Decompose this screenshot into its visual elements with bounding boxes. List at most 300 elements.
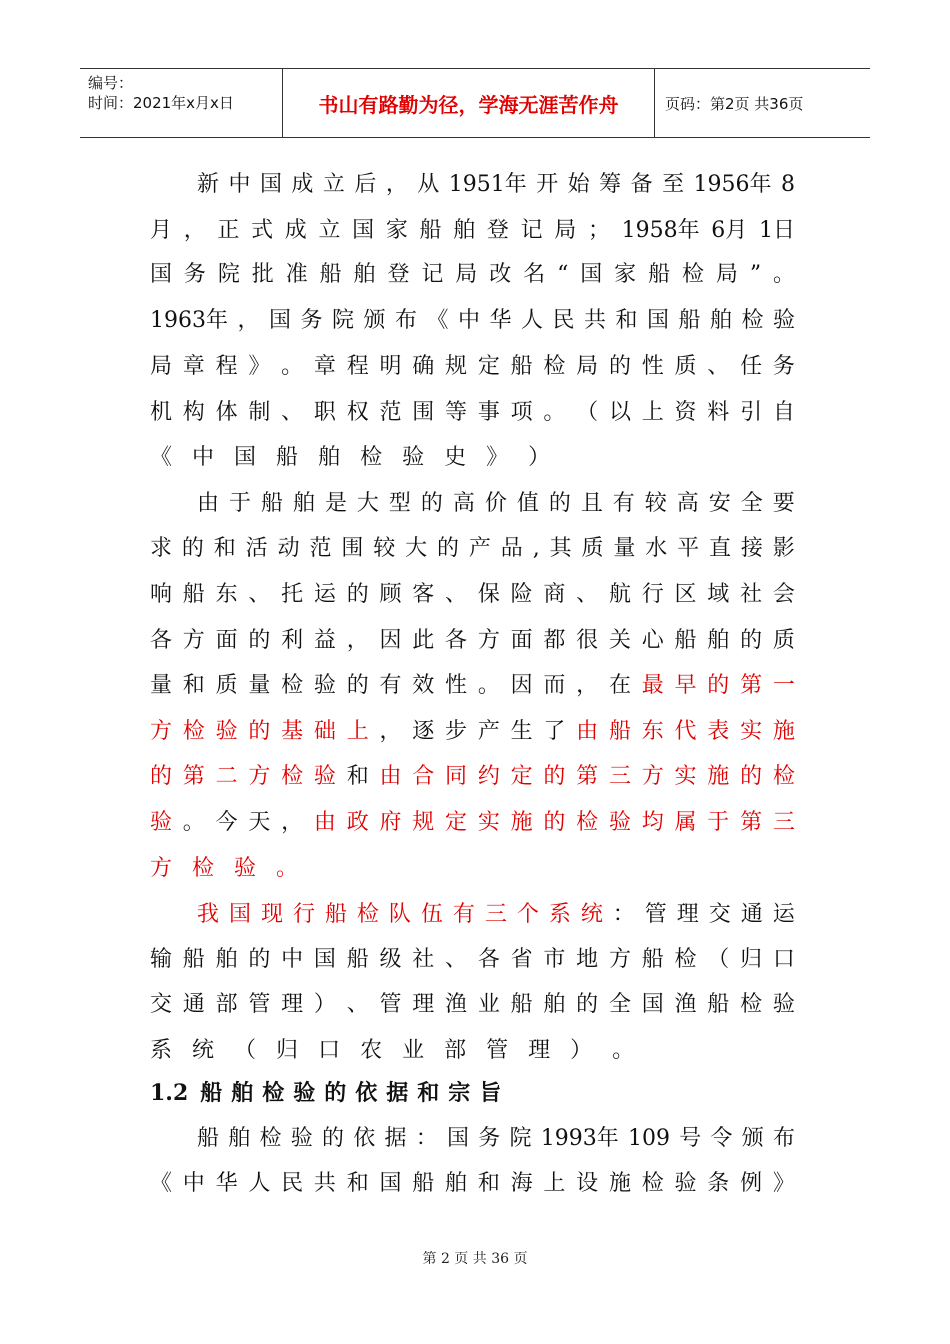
text-token: 合: [412, 764, 435, 789]
text-token: 理: [676, 902, 699, 927]
text-token: 明: [379, 354, 402, 379]
text-token: 行: [641, 582, 664, 607]
text-token: 记: [421, 262, 444, 287]
text-token: 高: [452, 491, 475, 516]
text-token: 最: [641, 673, 664, 698]
text-token: 、: [248, 582, 271, 607]
text-token: ，: [183, 218, 206, 243]
text-token: 船: [648, 262, 671, 287]
text-token: 省: [510, 947, 533, 972]
text-token: 于: [228, 491, 251, 516]
text-token: 有: [379, 673, 402, 698]
text-token: 交: [150, 992, 173, 1017]
text-token: 局: [576, 354, 599, 379]
text-token: 由: [379, 764, 402, 789]
text-token: 共: [313, 1171, 336, 1196]
text-token: 逐: [412, 719, 435, 744]
text-line: [150, 214, 795, 248]
text-token: 施: [707, 764, 730, 789]
text-token: 的: [150, 764, 173, 789]
text-token: 验: [234, 856, 257, 881]
text-token: 以: [608, 400, 631, 425]
text-token: 的: [548, 491, 571, 516]
text-token: 都: [543, 628, 566, 653]
text-token: 验: [215, 719, 238, 744]
text-token: 均: [641, 810, 664, 835]
text-token: 国: [259, 172, 282, 197]
text-token: 验: [290, 1126, 313, 1151]
text-token: 准: [285, 262, 308, 287]
text-token: 、: [445, 947, 468, 972]
text-token: 代: [674, 719, 697, 744]
text-token: 运: [772, 902, 795, 927]
text-token: ）: [570, 1038, 593, 1063]
text-token: 管: [486, 1038, 509, 1063]
text-token: 改: [489, 262, 512, 287]
text-token: 险: [510, 582, 533, 607]
text-token: 号: [679, 1126, 702, 1151]
text-token: ：: [415, 1126, 438, 1151]
text-token: 约: [477, 764, 500, 789]
text-token: 务: [772, 354, 795, 379]
text-token: 船: [707, 992, 730, 1017]
text-token: 高: [676, 491, 699, 516]
header-meta-cell: [80, 69, 283, 137]
text-token: 规: [445, 354, 468, 379]
text-token: 舶: [353, 262, 376, 287]
text-token: 料: [707, 400, 730, 425]
text-token: 航: [608, 582, 631, 607]
text-token: 全: [740, 491, 763, 516]
text-token: 活: [245, 536, 268, 561]
text-token: 船: [510, 354, 533, 379]
text-token: 级: [379, 947, 402, 972]
text-token: 求: [150, 536, 173, 561]
text-token: 面: [215, 628, 238, 653]
text-token: 上: [543, 1171, 566, 1196]
text-token: 很: [576, 628, 599, 653]
text-token: 船: [182, 947, 205, 972]
text-token: 检: [356, 902, 379, 927]
text-token: 较: [644, 491, 667, 516]
text-token: 登: [387, 262, 410, 287]
text-token: 局: [554, 218, 577, 243]
text-token: 影: [772, 536, 795, 561]
text-token: ：: [612, 902, 635, 927]
text-token: 质: [674, 354, 697, 379]
text-token: 1日: [758, 218, 795, 243]
text-token: 我: [197, 902, 220, 927]
text-token: 船: [678, 308, 701, 333]
text-token: 性: [445, 673, 468, 698]
text-token: 今: [215, 810, 238, 835]
text-token: （: [234, 1038, 257, 1063]
text-token: 因: [379, 628, 402, 653]
text-token: 。: [543, 400, 566, 425]
text-token: 直: [709, 536, 732, 561]
text-token: 任: [740, 354, 763, 379]
text-token: 交: [708, 902, 731, 927]
text-token: 验: [313, 764, 336, 789]
text-token: 施: [510, 810, 533, 835]
text-token: 国: [228, 902, 251, 927]
text-token: 属: [674, 810, 697, 835]
text-token: 天: [248, 810, 271, 835]
text-token: 产: [468, 536, 491, 561]
text-token: 部: [215, 992, 238, 1017]
text-token: 船: [608, 719, 631, 744]
text-token: 、: [576, 582, 599, 607]
text-token: 理: [281, 992, 304, 1017]
text-token: 》: [248, 354, 271, 379]
text-token: 新: [197, 172, 220, 197]
text-token: 和: [346, 1171, 369, 1196]
text-token: 方: [608, 947, 631, 972]
text-token: 成: [284, 218, 307, 243]
text-token: 船: [276, 445, 299, 470]
text-token: 归: [276, 1038, 299, 1063]
text-token: 定: [445, 810, 468, 835]
text-token: 1993年: [540, 1126, 619, 1151]
text-token: 质: [581, 536, 604, 561]
text-token: 等: [445, 400, 468, 425]
text-token: 中: [457, 308, 480, 333]
text-token: 正: [217, 218, 240, 243]
text-token: ，: [385, 172, 408, 197]
text-token: 《: [426, 308, 449, 333]
text-token: 局: [715, 262, 738, 287]
text-token: 民: [552, 308, 575, 333]
text-token: 。: [276, 856, 299, 881]
text-token: ；: [587, 218, 610, 243]
text-token: 域: [707, 582, 730, 607]
text-line: [197, 898, 795, 932]
text-line: [150, 806, 795, 840]
text-token: 》: [772, 1171, 795, 1196]
text-token: 此: [412, 628, 435, 653]
text-token: 了: [543, 719, 566, 744]
text-token: 检: [281, 764, 304, 789]
date-label: 时间：2021年x月x日: [88, 94, 234, 112]
text-token: 检: [192, 856, 215, 881]
text-token: 、: [346, 992, 369, 1017]
text-line: [150, 715, 795, 749]
text-token: 性: [641, 354, 664, 379]
text-token: 国: [352, 218, 375, 243]
text-line: [197, 168, 795, 202]
doc-number-label: 编号：: [88, 74, 134, 92]
text-token: 始: [567, 172, 590, 197]
text-token: 《: [150, 1171, 173, 1196]
text-token: 东: [215, 582, 238, 607]
text-token: 验: [313, 673, 336, 698]
text-token: 而: [543, 673, 566, 698]
text-token: 中: [182, 1171, 205, 1196]
text-token: 口: [772, 947, 795, 972]
text-token: 三: [608, 764, 631, 789]
text-token: 步: [445, 719, 468, 744]
text-token: ，: [379, 719, 402, 744]
text-token: ）: [313, 992, 336, 1017]
text-token: 水: [645, 536, 668, 561]
text-token: 管: [248, 992, 271, 1017]
page-info: 页码：第2页 共36页: [665, 94, 804, 113]
text-token: 国: [150, 262, 173, 287]
text-token: 围: [341, 536, 364, 561]
text-token: 舶: [709, 308, 732, 333]
text-line: [150, 532, 795, 566]
text-token: 机: [150, 400, 173, 425]
text-token: 船: [641, 947, 664, 972]
text-token: 安: [708, 491, 731, 516]
text-line: [150, 441, 795, 475]
text-token: 、: [445, 582, 468, 607]
text-token: 检: [641, 1171, 664, 1196]
text-token: 民: [281, 1171, 304, 1196]
text-token: 一: [772, 673, 795, 698]
text-token: 舶: [215, 947, 238, 972]
text-token: 第: [740, 810, 763, 835]
text-token: ）: [528, 445, 551, 470]
text-token: 品: [500, 536, 523, 561]
text-token: 的: [346, 673, 369, 698]
text-token: 检: [543, 354, 566, 379]
text-token: 备: [630, 172, 653, 197]
text-token: 国: [646, 308, 669, 333]
text-line: [150, 1034, 795, 1068]
text-token: 社: [740, 582, 763, 607]
text-token: 。: [612, 1038, 635, 1063]
text-token: 章: [313, 354, 336, 379]
text-token: 检: [674, 947, 697, 972]
text-token: 船: [182, 582, 205, 607]
text-token: 验: [608, 810, 631, 835]
text-token: 舶: [228, 1126, 251, 1151]
text-token: 船: [510, 992, 533, 1017]
text-token: 舶: [318, 445, 341, 470]
text-token: 表: [707, 719, 730, 744]
text-token: 在: [608, 673, 631, 698]
text-token: 政: [346, 810, 369, 835]
text-token: 较: [373, 536, 396, 561]
text-token: 型: [388, 491, 411, 516]
text-token: 的: [181, 536, 204, 561]
text-token: 方: [182, 628, 205, 653]
text-token: 会: [772, 582, 795, 607]
text-token: 验: [150, 810, 173, 835]
section-title: 船舶检验的依据和宗旨: [200, 1080, 511, 1106]
text-token: 管: [379, 992, 402, 1017]
text-token: 院: [217, 262, 240, 287]
text-token: 益: [313, 628, 336, 653]
text-token: 和: [615, 308, 638, 333]
text-token: 效: [412, 673, 435, 698]
text-token: 量: [613, 536, 636, 561]
text-token: 早: [674, 673, 697, 698]
text-token: 检: [259, 1126, 282, 1151]
text-token: 方: [477, 628, 500, 653]
text-token: 筹: [599, 172, 622, 197]
text-token: 利: [281, 628, 304, 653]
text-token: 各: [445, 628, 468, 653]
text-token: 1958年: [621, 218, 700, 243]
text-line: [150, 988, 795, 1022]
text-token: 船: [419, 218, 442, 243]
text-token: 响: [150, 582, 173, 607]
text-token: 局: [150, 354, 173, 379]
text-token: 程: [346, 354, 369, 379]
text-token: 项: [510, 400, 533, 425]
text-token: 围: [412, 400, 435, 425]
text-token: 船: [324, 902, 347, 927]
text-token: 面: [510, 628, 533, 653]
text-token: 验: [674, 1171, 697, 1196]
text-token: 上: [346, 719, 369, 744]
text-token: 船: [197, 1126, 220, 1151]
text-token: 成: [291, 172, 314, 197]
text-token: 输: [150, 947, 173, 972]
text-token: 量: [150, 673, 173, 698]
text-token: 其: [549, 536, 572, 561]
text-token: 院: [509, 1126, 532, 1151]
text-token: 务: [300, 308, 323, 333]
text-token: 检: [741, 308, 764, 333]
text-token: 是: [324, 491, 347, 516]
text-token: 设: [576, 1171, 599, 1196]
text-token: 检: [360, 445, 383, 470]
text-token: 史: [444, 445, 467, 470]
text-token: 因: [510, 673, 533, 698]
text-token: 的: [248, 628, 271, 653]
text-token: 价: [484, 491, 507, 516]
text-token: 二: [215, 764, 238, 789]
text-token: 托: [281, 582, 304, 607]
text-token: 的: [576, 992, 599, 1017]
text-token: 管: [644, 902, 667, 927]
text-token: 客: [412, 582, 435, 607]
text-token: 顾: [379, 582, 402, 607]
text-token: 生: [510, 719, 533, 744]
text-token: 船: [346, 947, 369, 972]
text-token: 市: [543, 947, 566, 972]
text-token: 心: [641, 628, 664, 653]
text-token: 批: [251, 262, 274, 287]
text-token: 中: [281, 947, 304, 972]
text-token: 中: [192, 445, 215, 470]
text-token: 记: [520, 218, 543, 243]
text-token: 令: [710, 1126, 733, 1151]
text-line: [150, 258, 795, 292]
text-token: ，: [237, 308, 260, 333]
text-token: 三: [772, 810, 795, 835]
text-token: 伍: [420, 902, 443, 927]
text-token: 国: [580, 262, 603, 287]
text-token: 局: [455, 262, 478, 287]
text-token: 舶: [292, 491, 315, 516]
text-token: 有: [452, 902, 475, 927]
text-token: 家: [385, 218, 408, 243]
text-token: ，: [576, 673, 599, 698]
text-token: 区: [674, 582, 697, 607]
text-token: 运: [313, 582, 336, 607]
text-token: 据: [384, 1126, 407, 1151]
text-token: 要: [772, 491, 795, 516]
text-token: 。: [477, 673, 500, 698]
text-token: 船: [412, 1171, 435, 1196]
text-token: 华: [215, 1171, 238, 1196]
text-token: 农: [360, 1038, 383, 1063]
text-token: 渔: [674, 992, 697, 1017]
text-token: 地: [576, 947, 599, 972]
text-token: 开: [536, 172, 559, 197]
text-token: 保: [477, 582, 500, 607]
text-token: 的: [248, 719, 271, 744]
text-token: 由: [313, 810, 336, 835]
text-token: 立: [322, 172, 345, 197]
text-token: 验: [772, 308, 795, 333]
text-token: 章: [182, 354, 205, 379]
text-token: 体: [215, 400, 238, 425]
text-token: 条: [707, 1171, 730, 1196]
text-token: 范: [309, 536, 332, 561]
text-token: 统: [192, 1038, 215, 1063]
text-token: 施: [772, 719, 795, 744]
text-token: 实: [477, 810, 500, 835]
text-token: 的: [322, 1126, 345, 1151]
text-token: 府: [379, 810, 402, 835]
text-token: 1956年: [693, 172, 772, 197]
text-token: 。: [772, 262, 795, 287]
text-token: 布: [772, 1126, 795, 1151]
text-token: （: [707, 947, 730, 972]
text-token: 海: [510, 1171, 533, 1196]
text-token: 检: [281, 673, 304, 698]
text-token: 式: [251, 218, 274, 243]
text-token: 事: [477, 400, 500, 425]
text-token: 月: [150, 218, 173, 243]
text-token: 检: [740, 992, 763, 1017]
text-token: 各: [477, 947, 500, 972]
text-token: 归: [740, 947, 763, 972]
text-token: 方: [150, 856, 173, 881]
text-token: “: [557, 262, 569, 287]
text-token: 院: [331, 308, 354, 333]
text-token: 和: [213, 536, 236, 561]
text-token: 的: [608, 354, 631, 379]
text-token: 关: [608, 628, 631, 653]
text-token: ,: [532, 536, 540, 561]
text-token: 的: [346, 582, 369, 607]
text-token: 理: [412, 992, 435, 1017]
text-token: 国: [641, 992, 664, 1017]
text-line: [150, 669, 795, 703]
header-table: [80, 68, 870, 138]
text-token: 第: [576, 764, 599, 789]
text-token: 和: [477, 1171, 500, 1196]
text-token: 大: [405, 536, 428, 561]
text-token: 、: [281, 400, 304, 425]
text-token: 确: [412, 354, 435, 379]
text-token: 口: [318, 1038, 341, 1063]
text-token: 例: [740, 1171, 763, 1196]
text-token: 务: [183, 262, 206, 287]
text-token: 中: [228, 172, 251, 197]
text-token: 权: [346, 400, 369, 425]
text-line: [197, 487, 795, 521]
text-token: 国: [234, 445, 257, 470]
text-token: 检: [681, 262, 704, 287]
text-token: 船: [260, 491, 283, 516]
